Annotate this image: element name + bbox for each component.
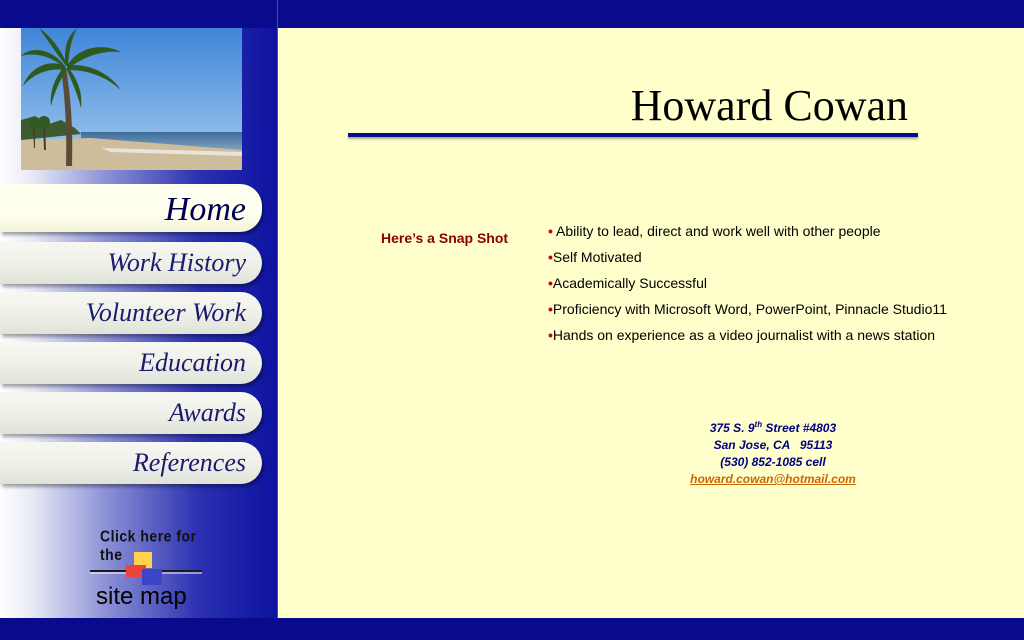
nav-awards[interactable] [0,392,262,434]
list-item: •Proficiency with Microsoft Word, PowerPoint, Pinnacle Studio11 [548,301,947,317]
list-item: • Ability to lead, direct and work well with other people [548,223,881,239]
bullet-dot: • [548,327,553,343]
snapshot-list [548,221,947,351]
nav-work-history[interactable] [0,242,262,284]
site-map-link[interactable] [86,528,216,612]
beach-palm-photo [21,28,242,170]
page-title: Howard Cowan [630,81,908,130]
contact-info [668,416,878,488]
nav-references-label: References [132,448,246,477]
site-map-label: site map [96,583,187,610]
contact-city: San Jose, CA 95113 [713,438,833,452]
nav-volunteer-work-label: Volunteer Work [85,298,246,327]
bullet-dot: • [548,223,553,239]
bottom-bar [0,618,1024,640]
nav-education-label: Education [139,348,246,377]
list-item: •Self Motivated [548,249,642,265]
nav-work-history-label: Work History [107,248,246,277]
list-item: •Academically Successful [548,275,707,291]
nav-references[interactable] [0,442,262,484]
bullet-dot: • [548,301,553,317]
list-item: •Hands on experience as a video journalist with a news station [548,327,936,343]
nav-home[interactable] [0,184,262,232]
top-bar [0,0,1024,28]
title-underline [348,133,918,137]
contact-email-link[interactable]: howard.cowan@hotmail.com [690,472,856,486]
nav-education[interactable] [0,342,262,384]
bullet-dot: • [548,275,553,291]
sidebar [0,28,277,618]
snapshot-label: Here’s a Snap Shot [381,230,509,246]
site-map-caption: Click here for the [100,526,197,564]
nav-volunteer-work[interactable] [0,292,262,334]
main-content [278,28,1024,618]
contact-street: 375 S. 9th Street #4803 [709,420,837,435]
bullet-dot: • [548,249,553,265]
contact-phone: (530) 852-1085 cell [720,455,826,469]
nav-home-label: Home [164,191,246,228]
nav-awards-label: Awards [168,398,246,427]
